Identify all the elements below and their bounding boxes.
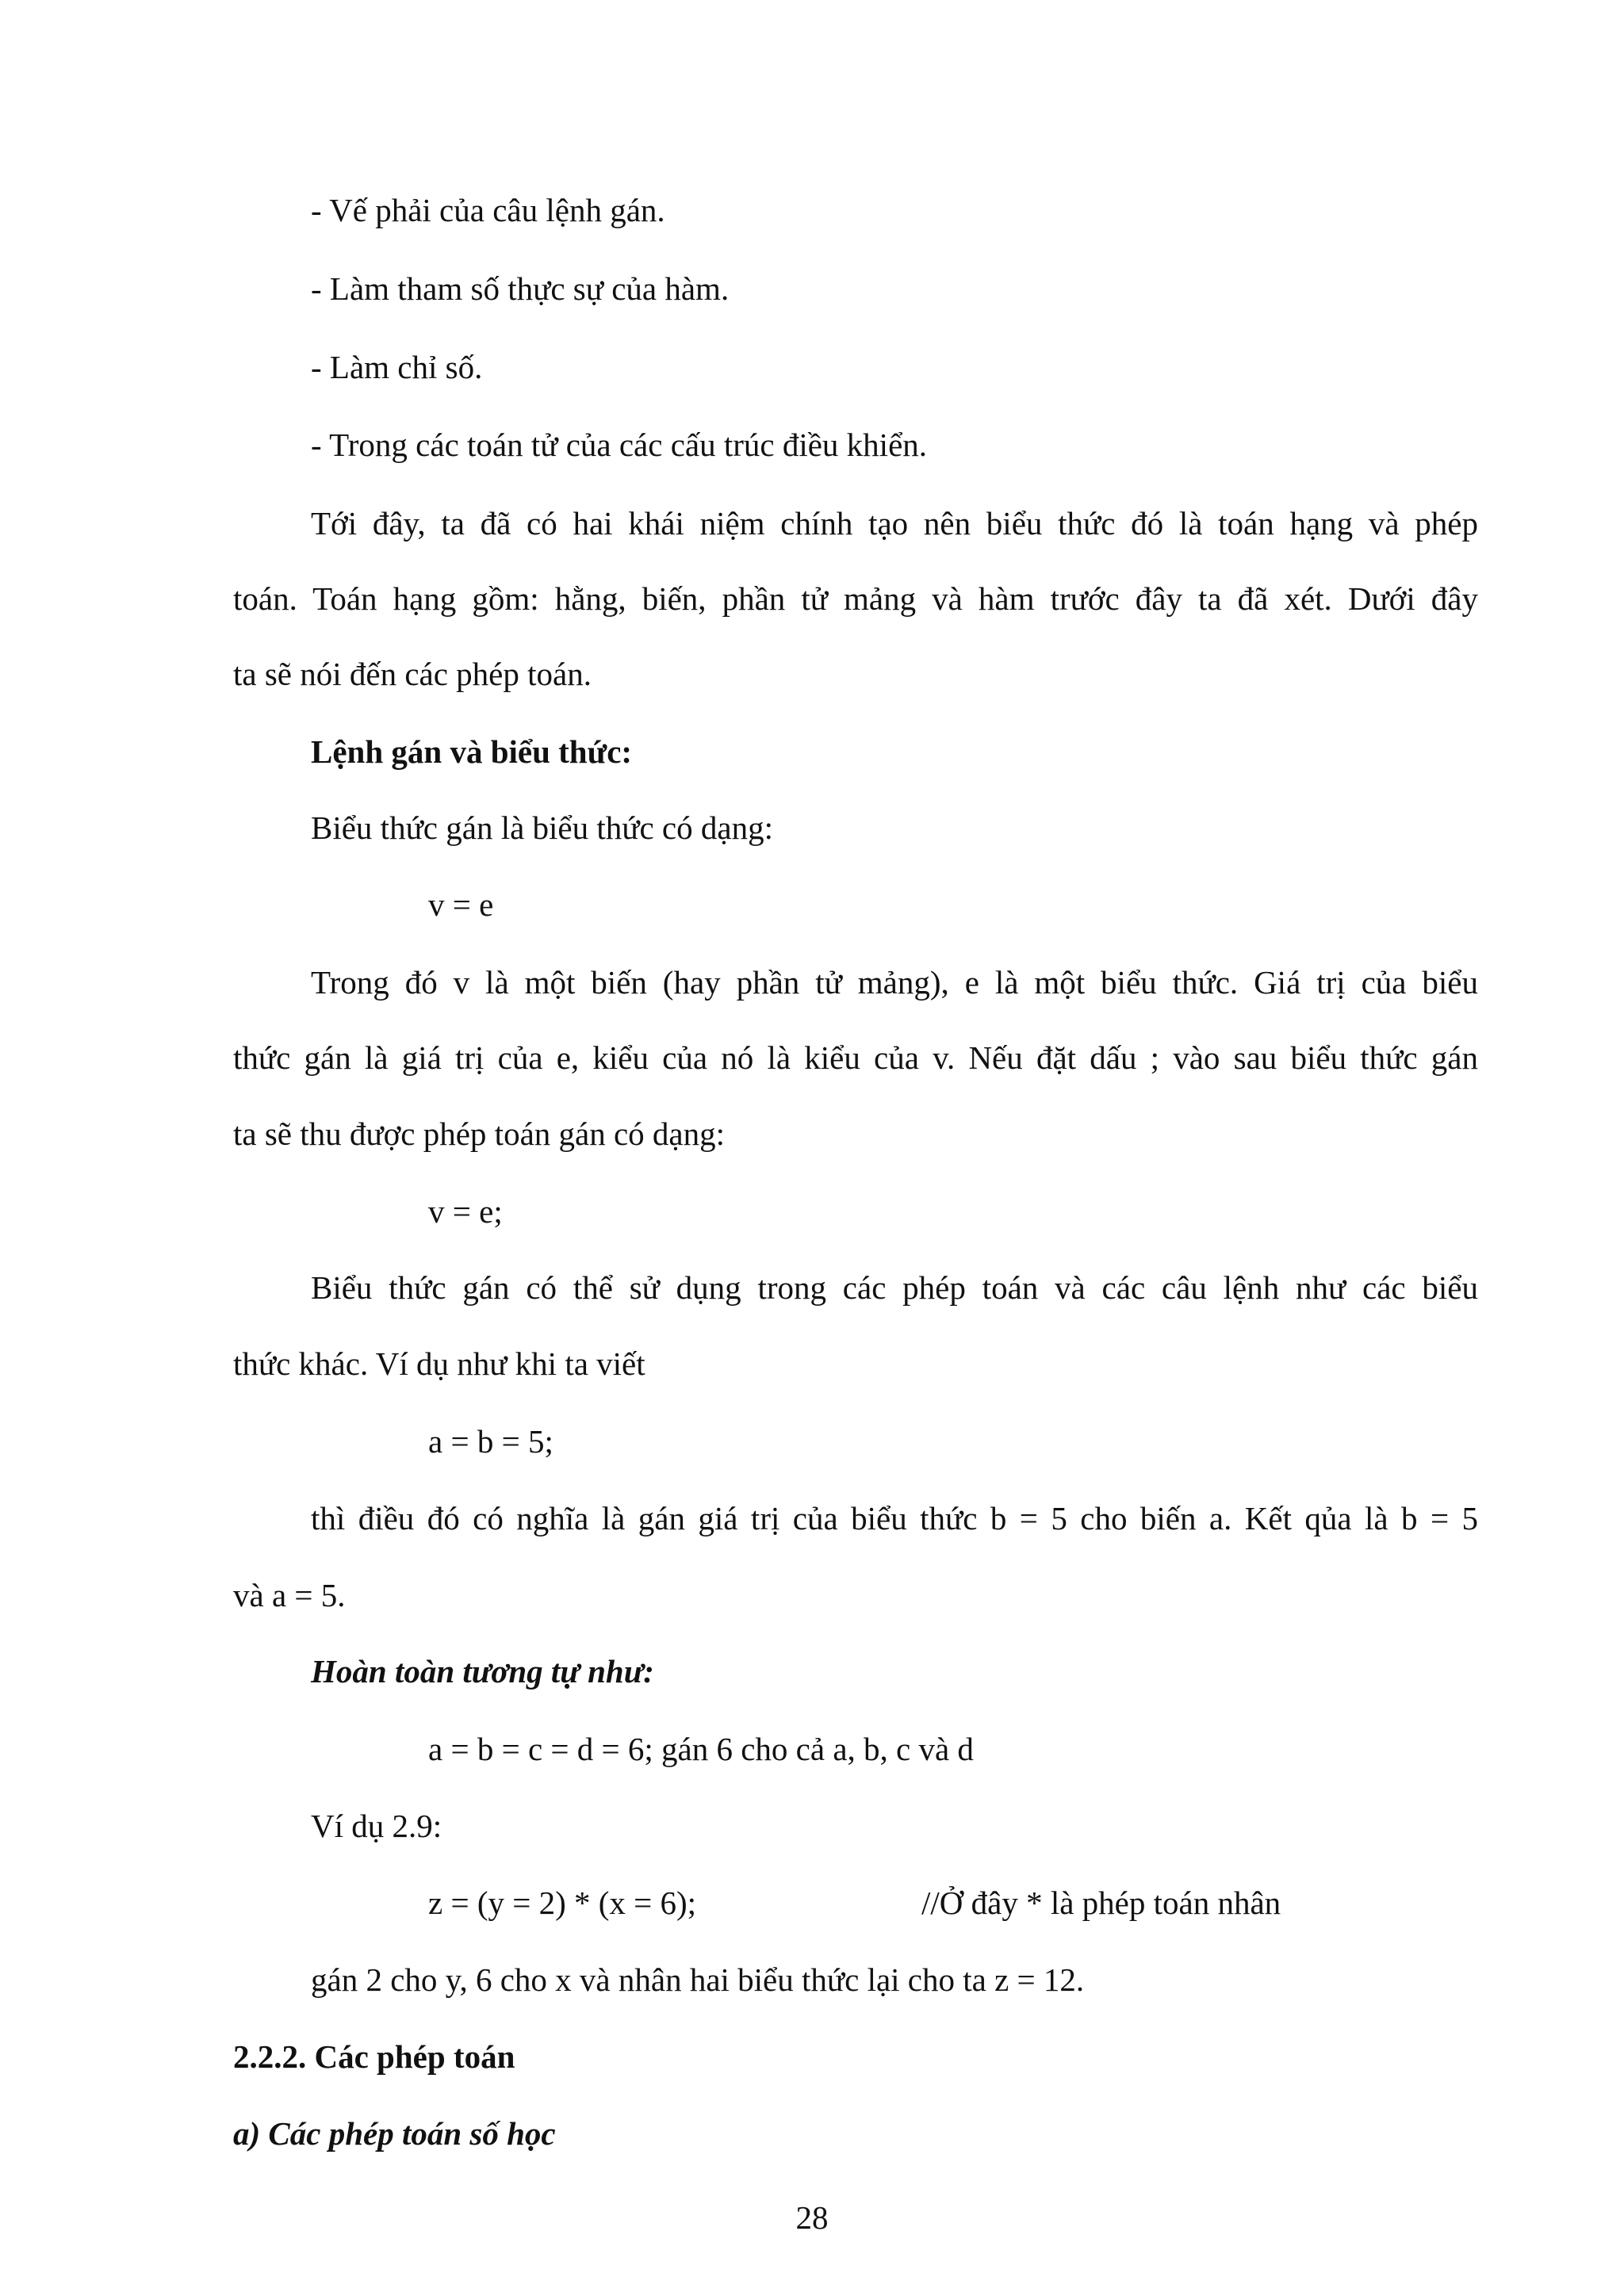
code-line: a = b = c = d = 6; gán 6 cho cả a, b, c và d	[428, 1731, 974, 1767]
paragraph-line: gán 2 cho y, 6 cho x và nhân hai biểu thức lại cho ta z = 12.	[311, 1961, 1085, 1998]
code-statement: z = (y = 2) * (x = 6);	[428, 1885, 697, 1921]
example-label: Ví dụ 2.9:	[311, 1808, 442, 1844]
subheading-assignment: Lệnh gán và biểu thức:	[311, 733, 633, 770]
paragraph-line: Biểu thức gán là biểu thức có dạng:	[311, 809, 773, 846]
paragraph-line: ta sẽ thu được phép toán gán có dạng:	[233, 1115, 726, 1152]
bullet-item: - Làm chỉ số.	[311, 349, 483, 385]
paragraph-line: và a = 5.	[233, 1577, 346, 1613]
paragraph-line: toán. Toán hạng gồm: hằng, biến, phần tử mảng và hàm trước đây ta đã xét. Dưới đây	[233, 580, 1478, 617]
code-comment: //Ở đây * là phép toán nhân	[921, 1885, 1281, 1921]
bullet-item: - Vế phải của câu lệnh gán.	[311, 192, 665, 228]
bullet-item: - Trong các toán tử của các cấu trúc điều khiển.	[311, 427, 928, 463]
code-line: v = e;	[428, 1193, 503, 1230]
paragraph-line: thức gán là giá trị của e, kiểu của nó là kiểu của v. Nếu đặt dấu ; vào sau biểu thức gán	[233, 1039, 1478, 1076]
subsection-heading: a) Các phép toán số học	[233, 2115, 556, 2152]
section-heading: 2.2.2. Các phép toán	[233, 2038, 515, 2075]
page-number: 28	[795, 2199, 829, 2236]
subheading-similar: Hoàn toàn tương tự như:	[311, 1653, 654, 1689]
paragraph-line: Trong đó v là một biến (hay phần tử mảng), e là một biểu thức. Giá trị của biểu	[311, 964, 1478, 1001]
paragraph-line: Biểu thức gán có thể sử dụng trong các phép toán và các câu lệnh như các biểu	[311, 1269, 1478, 1306]
paragraph-line: ta sẽ nói đến các phép toán.	[233, 656, 592, 692]
paragraph-line: thức khác. Ví dụ như khi ta viết	[233, 1345, 645, 1382]
paragraph-line: thì điều đó có nghĩa là gán giá trị của biểu thức b = 5 cho biến a. Kết qủa là b = 5	[311, 1500, 1478, 1536]
code-line: a = b = 5;	[428, 1423, 553, 1460]
code-line: v = e	[428, 886, 494, 923]
bullet-item: - Làm tham số thực sự của hàm.	[311, 270, 730, 307]
paragraph-line: Tới đây, ta đã có hai khái niệm chính tạo nên biểu thức đó là toán hạng và phép	[311, 505, 1478, 541]
